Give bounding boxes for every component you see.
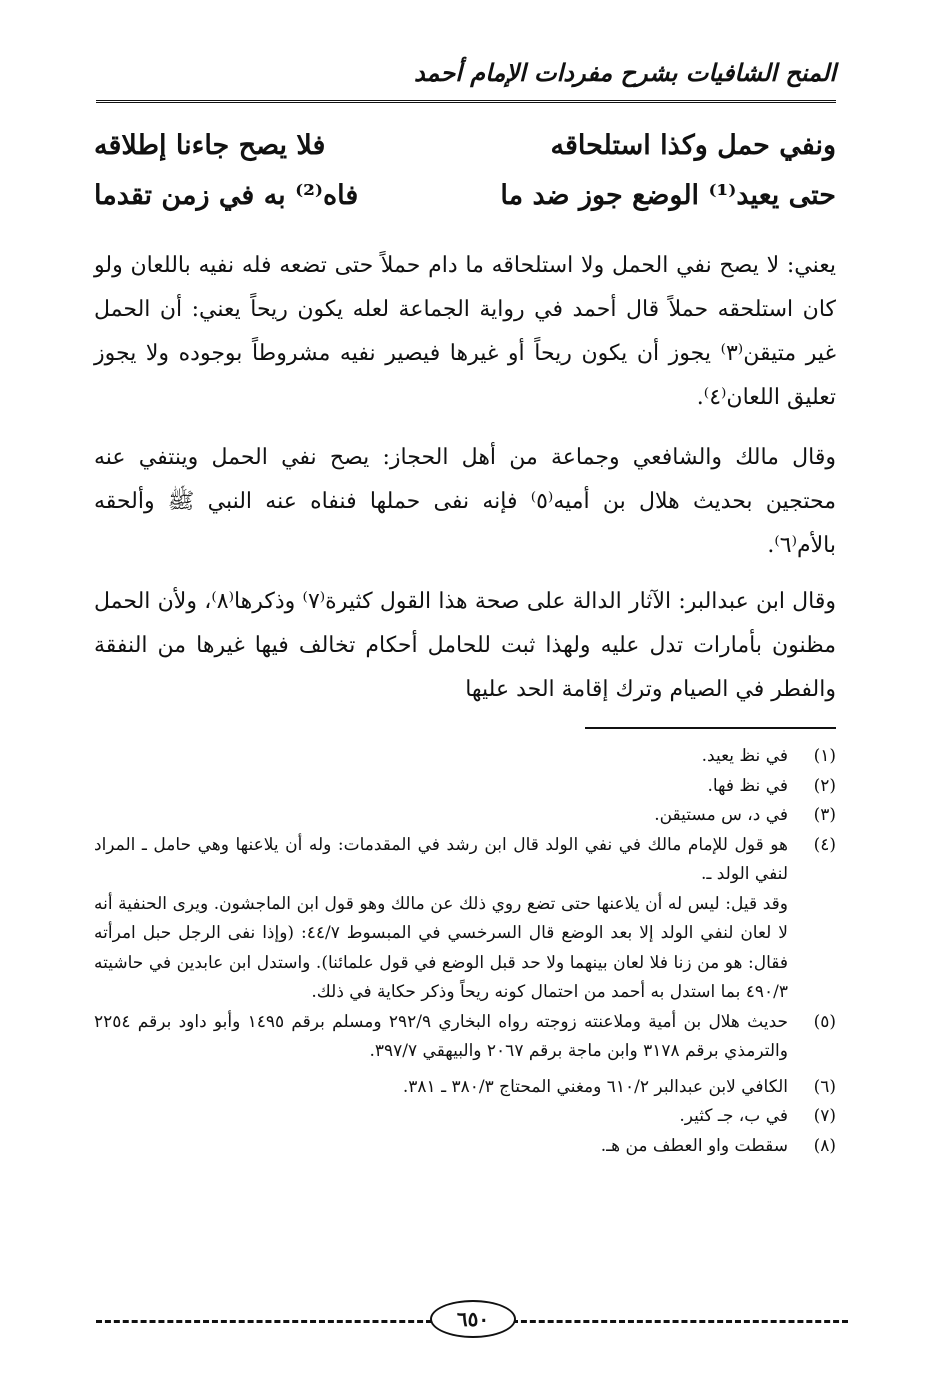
verse-line-2 (94, 180, 836, 224)
footnote-number: (١) (813, 746, 836, 766)
footnote-3 (94, 801, 836, 831)
footnote-text: في د، س مستيقن. (654, 805, 788, 825)
footnote-4 (94, 831, 836, 890)
footnotes (94, 742, 836, 1161)
footnote-text: حديث هلال بن أمية وملاعنته زوجته رواه البخاري ٢٩٢/٩ ومسلم برقم ١٤٩٥ وأبو داود برقم ٢٢٥٤ والترمذي برقم ٣١٧٨ وابن ماجة برقم ٢٠٦٧ والبيهقي ٣٩٧/٧. (94, 1011, 789, 1061)
footnote-2 (94, 772, 836, 802)
footnote-text: في نظ يعيد. (701, 746, 788, 766)
footnote-text: في نظ فها. (707, 775, 788, 796)
footnote-text: في ب، جـ كثير. (679, 1106, 788, 1126)
verse-1-first-hemistich: ونفي حمل وكذا استلحاقه (550, 130, 836, 161)
footnote-text: وقد قيل: ليس له أن يلاعنها حتى تضع روي ذلك عن مالك وهو قول ابن الماجشون. ويرى الحنفية أنه لا لعان لنفي الولد إلا بعد الوضع قال السرخسي في المبسوط ٤٤/٧: (وإذا نفى الرجل حبل امرأته فقال: هو من زنا فلا لعان بينهما ولا حد قبل الوضع في قول علمائنا). واستدل ابن عابدين في حاشيته ٤٩٠/٣ بما استدل به أحمد من احتمال كونه ريحاً وذكر حكاية في ذلك. (94, 893, 788, 1002)
paragraph-3: وقال ابن عبدالبر: الآثار الدالة على صحة هذا القول كثيرة⁽٧⁾ وذكرها⁽٨⁾، ولأن الحمل مظنون بأمارات تدل عليه ولهذا ثبت للحامل أحكام تخالف فيها غيرها من النفقة والفطر في الصيام وترك إقامة الحد عليها (94, 589, 837, 702)
footnote-8 (94, 1132, 836, 1162)
footnote-1 (94, 742, 836, 772)
footnote-4-continuation (94, 890, 836, 1008)
verse-2-second-hemistich: فاه⁽²⁾ به في زمن تقدما (94, 180, 359, 211)
paragraph-2: وقال مالك والشافعي وجماعة من أهل الحجاز: يصح نفي الحمل وينتفي عنه محتجين بحديث هلال بن أميه⁽٥⁾ فإنه نفى حملها فنفاه عنه النبي ﷺ وألحقه بالأم⁽٦⁾. (94, 445, 836, 558)
footnote-number: (٨) (813, 1135, 836, 1156)
footnote-number: (٢) (813, 775, 836, 796)
footnote-text: الكافي لابن عبدالبر ٦١٠/٢ ومغني المحتاج ٣٨٠/٣ ـ ٣٨١. (402, 1076, 788, 1097)
footer-dashed-line-left (96, 1320, 432, 1323)
footnote-6 (94, 1073, 836, 1103)
verse-2-first-hemistich: حتى يعيد⁽¹⁾ الوضع جوز ضد ما (500, 180, 836, 211)
footnote-7 (94, 1102, 836, 1132)
footnote-number: (٣) (813, 805, 836, 825)
footnote-text: سقطت واو العطف من هـ. (600, 1135, 788, 1156)
footnote-number: (٥) (813, 1011, 836, 1032)
running-header: المنح الشافيات بشرح مفردات الإمام أحمد (413, 58, 836, 87)
footnote-number: (٧) (813, 1106, 836, 1126)
header-rule (96, 100, 836, 103)
footnote-number (788, 890, 836, 1008)
verse-1-second-hemistich: فلا يصح جاءنا إطلاقه (94, 130, 326, 161)
footnote-number: (٦) (813, 1076, 836, 1097)
footnote-number: (٤) (813, 834, 836, 855)
paragraph-1: يعني: لا يصح نفي الحمل ولا استلحاقه ما دام حملاً حتى تضعه فله نفيه باللعان ولو كان استلحقه حملاً قال أحمد في رواية الجماعة لعله يكون ريحاً يعني: أن الحمل غير متيقن⁽٣⁾ يجوز أن يكون ريحاً أو غيرها فيصير نفيه مشروطاً بوجوده ولا يجوز تعليق اللعان⁽٤⁾. (94, 253, 836, 410)
footnote-separator (585, 727, 836, 729)
page-number: ٦٥٠ (430, 1300, 516, 1338)
footnote-5 (94, 1008, 836, 1067)
footnote-text: هو قول للإمام مالك في نفي الولد قال ابن رشد في المقدمات: وله أن يلاعنها وهي حامل ـ المراد لنفي الولد ـ. (94, 834, 788, 884)
footer-dashed-line-right (512, 1320, 848, 1323)
verse-line-1 (94, 130, 836, 174)
